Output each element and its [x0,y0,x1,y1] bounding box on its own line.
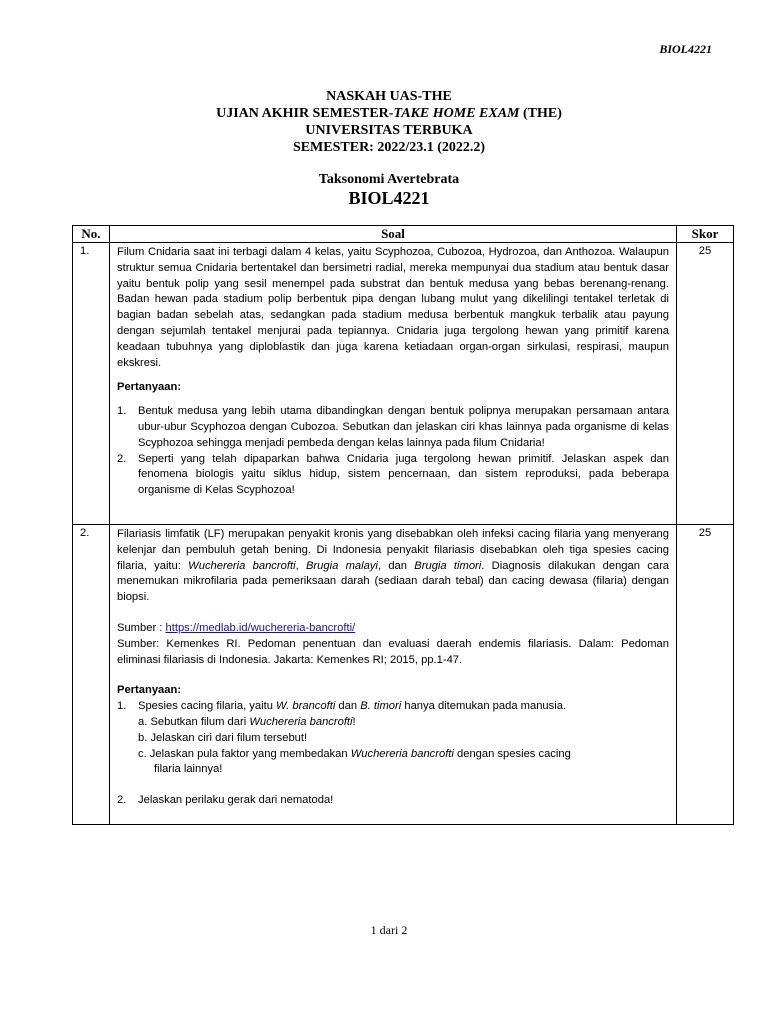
source-2: Sumber: Kemenkes RI. Pedoman penentuan dan evaluasi daerah endemis filariasis. Dalam: Pedoman eliminasi filariasis di Indonesia. Jakarta: Kemenkes RI; 2015, pp.1-47. [117,637,669,666]
pertanyaan-label: Pertanyaan: [117,684,182,697]
source-1: Sumber : https://medlab.id/wuchereria-bancrofti/ [117,621,356,634]
list-item: 2. Seperti yang telah dipaparkan bahwa Cnidaria juga tergolong hewan primitif. Jelaskan aspek dan fenomena biologis yaitu siklus hidup, sistem pencernaan, dan sistem reproduksi, pada beberapa organisme di Kelas Scyphozoa! [117,452,669,497]
question-number: 1. [73,243,110,525]
sub-question-c-cont: filaria lainnya! [154,763,223,776]
list-item: 2. Jelaskan perilaku gerak dari nematoda! [117,794,334,807]
subject-title: Taksonomi Avertebrata [318,172,460,187]
question-score: 25 [677,525,734,825]
table-header-row [73,226,734,243]
question-score: 25 [677,243,734,525]
document-header [0,88,768,156]
sub-question-a: a. Sebutkan filum dari Wuchereria bancrofti! [138,715,356,728]
question-content [110,525,677,825]
question-content [110,243,677,525]
header-no: No. [73,226,110,243]
header-line-2: UJIAN AKHIR SEMESTER-TAKE HOME EXAM (THE) [216,106,562,121]
header-skor: Skor [677,226,734,243]
header-line-1: NASKAH UAS-THE [326,89,452,104]
source-link[interactable]: https://medlab.id/wuchereria-bancrofti/ [165,621,356,634]
question-1-text: Filum Cnidaria saat ini terbagi dalam 4 kelas, yaitu Scyphozoa, Cubozoa, Hydrozoa, dan Anthozoa. Walaupun struktur semua Cnidaria bertentakel dan bersimetri radial, mereka mempunyai dua stadium atau bentuk dasar yaitu bentuk polip yang sesil menempel pada substrat dan bentuk medusa yang bebas berenang-renang. Badan hewan pada stadium polip berbentuk pipa dengan lubang mulut yang dikelilingi tentakel terletak di bagian badan sebelah atas, sedangkan pada stadium medusa berbentuk mangkuk terbalik atau payung dengan sejumlah tentakel menjurai pada tepiannya. Cnidaria juga tergolong hewan yang primitif karena keadaan tubuhnya yang diploblastik dan juga karena ketiadaan organ-organ sirkulasi, respirasi, maupun ekskresi. [117,246,669,369]
list-item: 1. Spesies cacing filaria, yaitu W. brancofti dan B. timori hanya ditemukan pada manusia. [117,700,567,713]
table-row-question-1 [73,243,734,525]
exam-table [72,225,734,825]
header-line-3: UNIVERSITAS TERBUKA [305,123,473,138]
header-line-4: SEMESTER: 2022/23.1 (2022.2) [292,140,486,155]
sub-question-c: c. Jelaskan pula faktor yang membedakan Wuchereria bancrofti dengan spesies cacing [138,747,571,760]
page-number: 1 dari 2 [370,923,408,937]
table-row-question-2 [73,525,734,825]
sub-question-b: b. Jelaskan ciri dari filum tersebut! [138,731,308,744]
pertanyaan-label: Pertanyaan: [117,381,182,394]
question-2-text: Filariasis limfatik (LF) merupakan penyakit kronis yang disebabkan oleh infeksi cacing filaria yang menyerang kelenjar dan pembuluh getah bening. Di Indonesia penyakit filariasis disebabkan oleh tiga spesies cacing filaria, yaitu: Wuchereria bancrofti, Brugia malayi, dan Brugia timori. Diagnosis dilakukan dengan cara menemukan mikrofilaria pada pemeriksaan darah (sediaan darah tebal) dan cacing dewasa (filaria) dengan biopsi. [117,528,670,604]
header-soal: Soal [110,226,677,243]
header-course-code: BIOL4221 [659,42,712,56]
question-number: 2. [73,525,110,825]
question-1-list [117,404,669,499]
course-code-title: BIOL4221 [348,188,430,208]
list-item: 1. Bentuk medusa yang lebih utama dibandingkan dengan bentuk polipnya merupakan persamaan antara ubur-ubur Scyphozoa dengan Cubozoa. Sebutkan dan jelaskan ciri khas lainnya pada organisme di kelas Scyphozoa sehingga menjadi pembeda dengan kelas lainnya pada filum Cnidaria! [117,405,669,449]
